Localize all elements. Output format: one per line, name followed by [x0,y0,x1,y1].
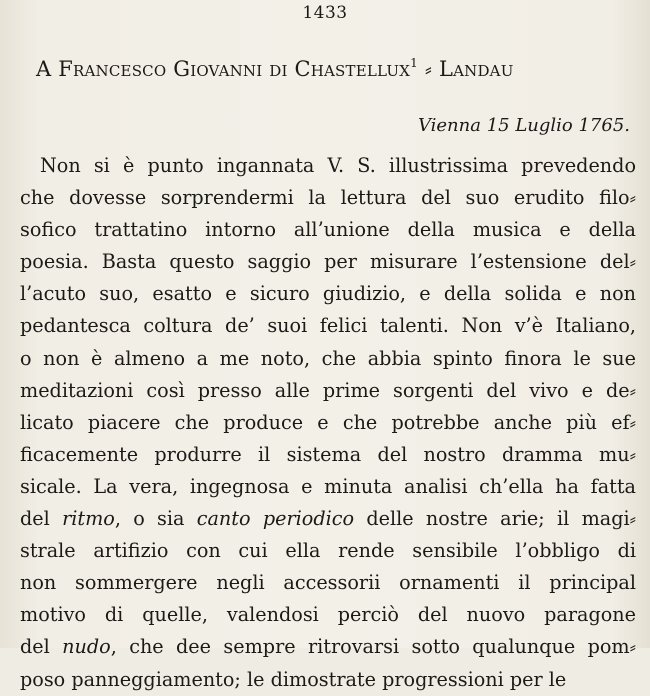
text-segment: del [20,507,63,531]
text-line [20,150,636,182]
text-line [20,214,636,246]
text-segment: del [20,635,63,659]
text-line [20,567,636,599]
text-line [20,664,636,696]
text-line [20,471,636,503]
italic-term: canto periodico [196,507,355,531]
text-segment: Non si è punto ingannata V. S. illustrissima prevedendo [40,154,636,177]
text-segment: strale artifizio con cui ella rende sensibile l’obbligo di [20,539,636,563]
addressee: A Francesco Giovanni di Chastellux [36,57,411,81]
text-segment: l’acuto suo, esatto e sicuro giudizio, e della solida e non [20,282,636,306]
text-segment: motivo di quelle, valendosi perciò del nuovo paragone [20,603,636,627]
italic-term: nudo [62,635,111,659]
text-segment: poesia. Basta questo saggio per misurare l’estensione del⸗ [20,250,636,274]
text-line [20,278,636,310]
heading-separator: ⸗ [424,57,433,81]
text-segment: delle nostre arie; il magi⸗ [354,507,636,531]
text-line [20,375,636,407]
text-line [20,439,636,471]
text-line [20,407,636,439]
text-segment: che dovesse sorprendermi la lettura del suo erudito filo⸗ [20,186,636,210]
text-line [20,599,636,631]
text-segment: licato piacere che produce e che potrebbe anche più ef⸗ [20,410,636,434]
text-segment: , che dee sempre ritrovarsi sotto qualunque pom⸗ [110,635,636,659]
text-line [20,310,636,342]
text-line [20,343,636,375]
text-line [20,182,636,214]
letter-date: Vienna 15 Luglio 1765. [417,115,630,136]
text-line [20,503,636,535]
text-line [20,631,636,663]
text-segment: sicale. La vera, ingegnosa e minuta analisi ch’ella ha fatta [20,474,636,498]
text-segment: non sommergere negli accessorii ornamenti il principal [20,571,636,595]
text-segment: meditazioni così presso alle prime sorgenti del vivo e de⸗ [20,378,636,402]
footnote-mark: 1 [410,56,418,70]
page-number: 1433 [302,3,348,23]
text-segment: o non è almeno a me noto, che abbia spinto finora le sue [20,346,636,370]
text-segment: poso panneggiamento; le dimostrate progressioni per le [20,667,567,691]
text-line [20,535,636,567]
italic-term: ritmo [62,507,115,531]
text-segment: sofico trattatino intorno all’unione della musica e della [20,218,636,242]
text-line [20,246,636,278]
destination-place: Landau [438,57,514,81]
text-segment: ficacemente produrre il sistema del nostro dramma mu⸗ [20,442,636,466]
letter-heading [36,56,636,82]
text-segment: , o sia [114,507,197,531]
text-segment: pedantesca coltura de’ suoi felici talenti. Non v’è Italiano, [20,314,636,338]
letter-body [20,150,636,696]
